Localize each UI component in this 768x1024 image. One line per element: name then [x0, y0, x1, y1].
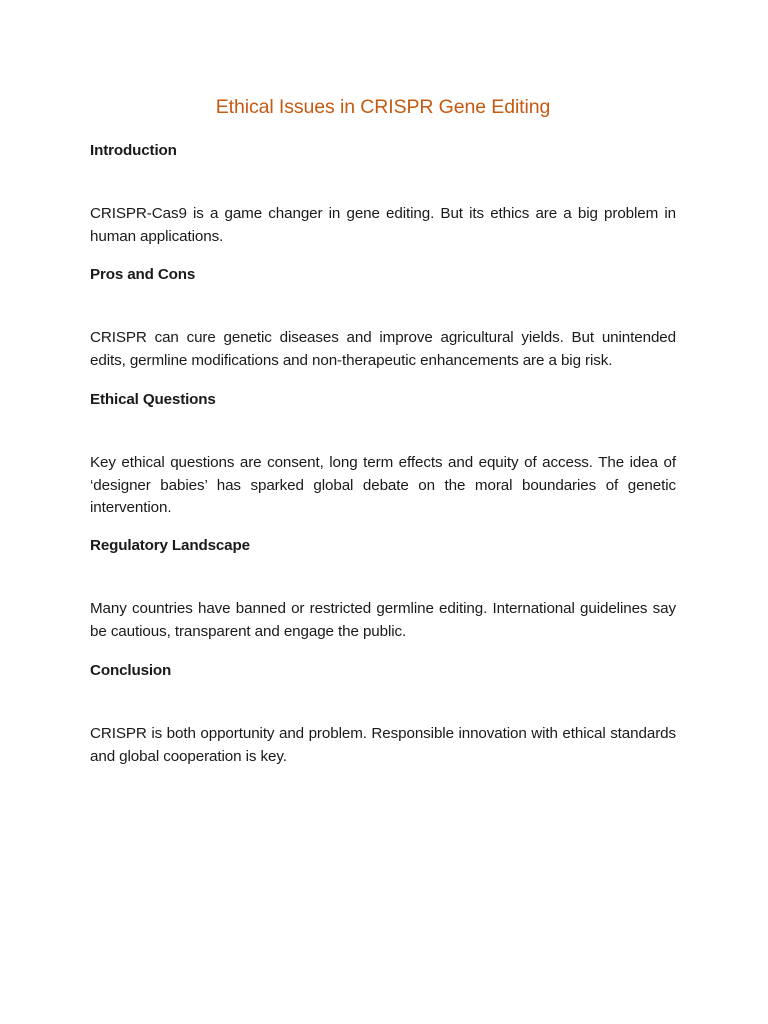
section-heading: Regulatory Landscape [90, 537, 250, 554]
section-body: CRISPR can cure genetic diseases and improve agricultural yields. But unintended edits, germline modifications and non-therapeutic enhancements are a big risk. [90, 329, 676, 369]
section-pros-and-cons [90, 264, 676, 372]
section-ethical-questions [90, 389, 676, 520]
section-regulatory-landscape [90, 535, 676, 643]
section-conclusion [90, 660, 676, 768]
section-body: CRISPR is both opportunity and problem. Responsible innovation with ethical standards and global cooperation is key. [90, 725, 676, 765]
document-title: Ethical Issues in CRISPR Gene Editing [215, 96, 551, 118]
section-body: CRISPR-Cas9 is a game changer in gene editing. But its ethics are a big problem in human applications. [90, 205, 676, 245]
section-heading: Pros and Cons [90, 266, 196, 283]
document-content [90, 94, 676, 765]
section-body: Many countries have banned or restricted germline editing. International guidelines say be cautious, transparent and engage the public. [90, 600, 676, 640]
section-introduction [90, 140, 676, 248]
section-body: Key ethical questions are consent, long term effects and equity of access. The idea of ‘designer babies’ has sparked global debate on the moral boundaries of genetic intervention. [90, 454, 676, 516]
section-heading: Conclusion [90, 662, 172, 679]
section-heading: Ethical Questions [90, 391, 216, 408]
section-heading: Introduction [90, 142, 177, 159]
